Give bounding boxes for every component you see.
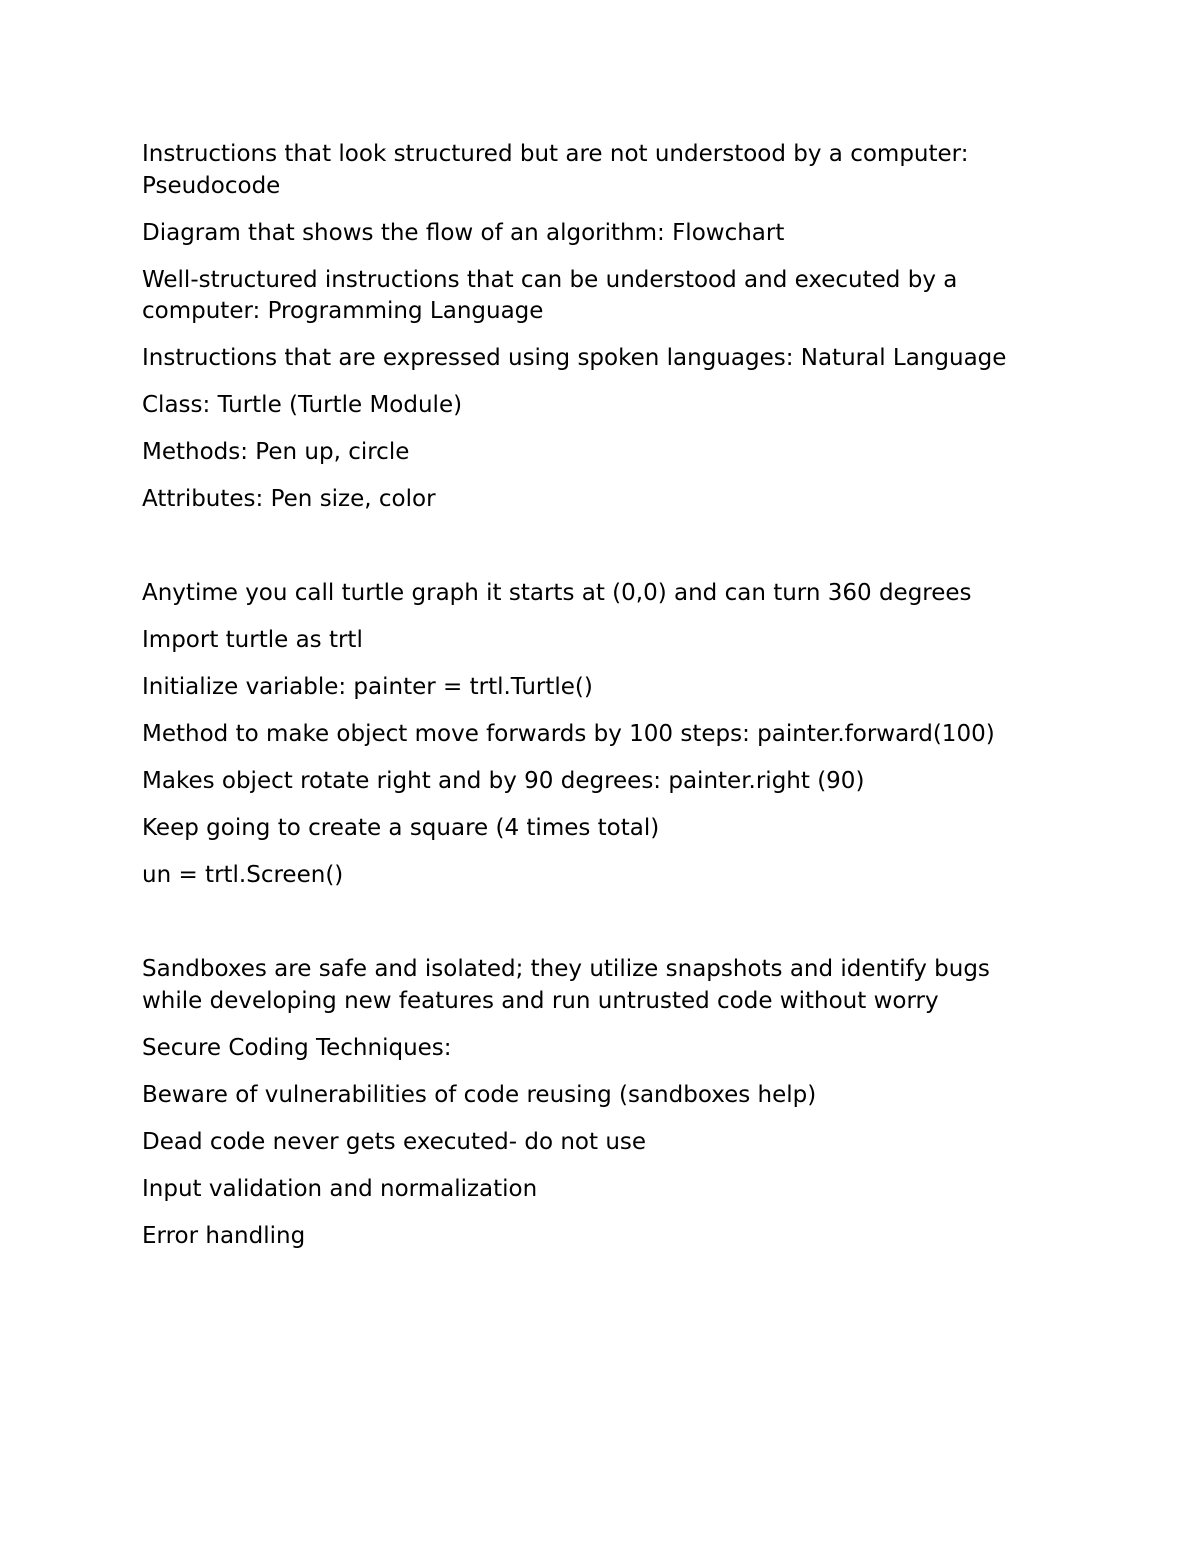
paragraph-pseudocode: Instructions that look structured but are not understood by a computer: Pseudocode [142,141,969,199]
paragraph-import: Import turtle as trtl [142,627,363,653]
paragraph-forward: Method to make object move forwards by 100 steps: painter.forward(100) [142,721,995,747]
paragraph-error-handling: Error handling [142,1222,306,1249]
paragraph-initialize: Initialize variable: painter = trtl.Turtle() [142,674,593,700]
paragraph-dead-code: Dead code never gets executed- do not use [142,1128,647,1155]
paragraph-code-reuse: Beware of vulnerabilities of code reusing (sandboxes help) [142,1081,817,1108]
paragraph-input-validation: Input validation and normalization [142,1175,538,1202]
paragraph-class: Class: Turtle (Turtle Module) [142,392,463,418]
paragraph-turtle-origin: Anytime you call turtle graph it starts at (0,0) and can turn 360 degrees [142,580,972,606]
blank-line [142,907,1042,939]
paragraph-rotate: Makes object rotate right and by 90 degrees: painter.right (90) [142,768,865,794]
paragraph-attributes: Attributes: Pen size, color [142,486,436,512]
paragraph-natural-language: Instructions that are expressed using spoken languages: Natural Language [142,345,1007,371]
paragraph-methods: Methods: Pen up, circle [142,439,410,465]
paragraph-programming-language: Well-structured instructions that can be understood and executed by a computer: Programming Language [142,266,958,324]
paragraph-secure-coding: Secure Coding Techniques: [142,1034,452,1061]
paragraph-screen: un = trtl.Screen() [142,862,344,888]
blank-line [142,531,1042,563]
paragraph-square: Keep going to create a square (4 times total) [142,815,660,841]
paragraph-flowchart: Diagram that shows the flow of an algorithm: Flowchart [142,219,785,246]
paragraph-sandboxes: Sandboxes are safe and isolated; they utilize snapshots and identify bugs while developing new features and run untrusted code without worry [142,956,990,1014]
document-body [142,139,1042,1268]
